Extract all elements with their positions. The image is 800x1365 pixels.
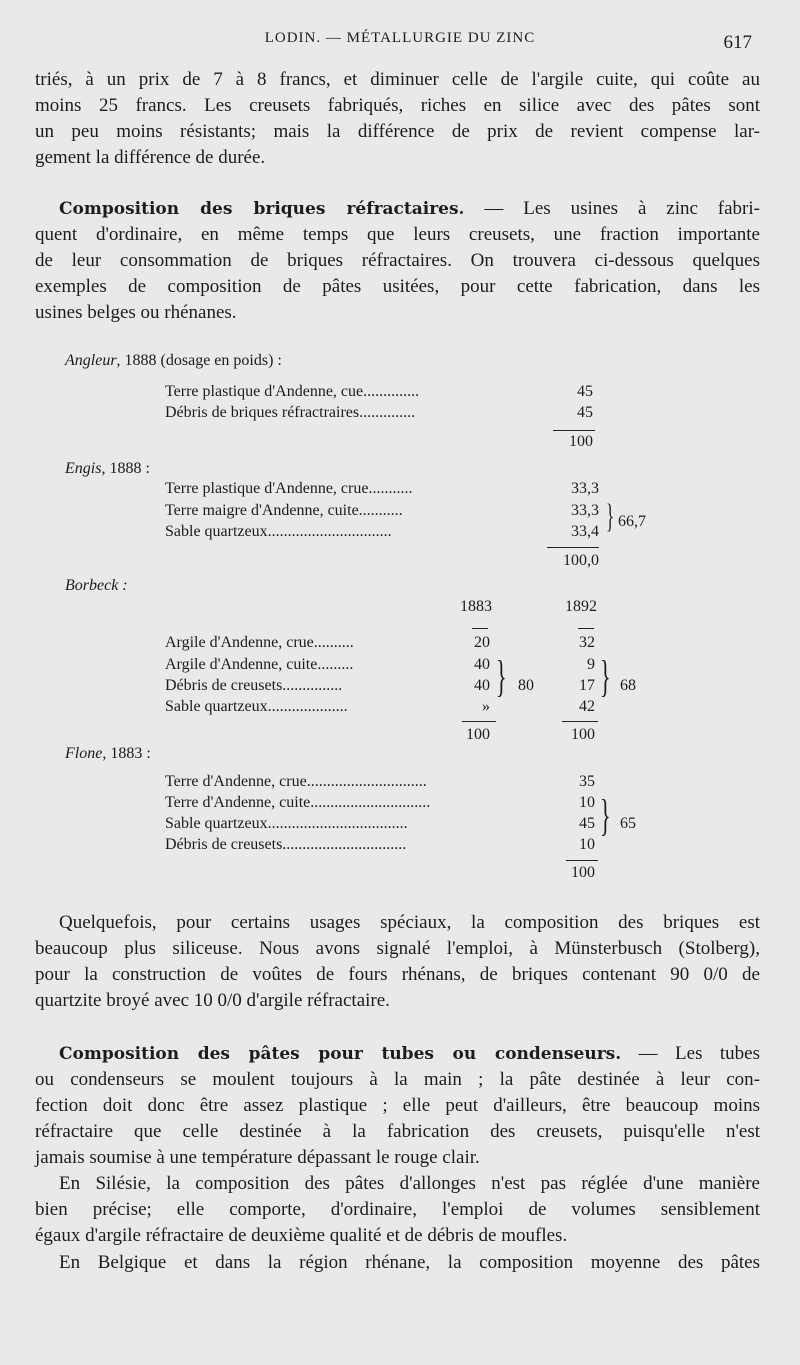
recipe-total-1883: 100 [466,726,490,743]
paragraph-belgique [35,1250,760,1276]
paragraph-silesie [35,1171,760,1249]
recipe-row-value: 35 [579,773,595,790]
recipe-row-value-1892: 42 [579,698,595,715]
section-heading: Composition des briques réfractaires. [59,199,465,219]
recipe-row-label: Débris de briques réfractraires.............. [165,404,416,421]
text-line: de leur consommation de briques réfractaires. On trouvera ci-dessous quelques [35,250,760,271]
recipe-row-label: Débris de creusets............... [165,677,343,694]
text-line: gement la différence de durée. [35,147,266,168]
column-dash [472,628,488,629]
text-line: quent d'ordinaire, en même temps que leurs creusets, une fraction importante [35,224,760,245]
recipe-row-label: Argile d'Andenne, cuite......... [165,656,354,673]
recipe-row-value: 33,3 [571,480,599,497]
recipe-row-value: 33,3 [571,502,599,519]
text-line: quartzite broyé avec 10 0/0 d'argile réfractaire. [35,990,390,1011]
text-line: jamais soumise à une température dépassant le rouge clair. [35,1147,480,1168]
recipe-total: 100 [569,433,593,450]
recipe-row-label: Terre d'Andenne, crue.............................. [165,773,427,790]
brace: } [496,652,507,701]
recipe-total: 100 [571,864,595,881]
recipe-subtotal: 66,7 [618,513,646,530]
recipe-row-value-1892: 17 [579,677,595,694]
year-header: 1892 [565,598,597,615]
brace: } [600,791,611,840]
recipe-row-value-1892: 32 [579,634,595,651]
page-number: 617 [723,32,752,53]
recipe-row-value-1883: » [482,698,490,715]
sum-rule [553,430,595,431]
text-line: fection doit donc être assez plastique ; elle peut d'ailleurs, être beaucoup moins [35,1095,760,1116]
recipe-row-value-1892: 9 [587,656,595,673]
recipe-row-value-1883: 20 [474,634,490,651]
recipe-row-label: Sable quartzeux............................... [165,523,392,540]
section-heading: Composition des pâtes pour tubes ou condenseurs. [59,1044,622,1064]
recipe-row-value: 45 [579,815,595,832]
sum-rule [562,721,598,722]
sum-rule [566,860,598,861]
section-briques [35,196,760,326]
recipe-row-value: 10 [579,794,595,811]
recipe-row-value-1883: 40 [474,656,490,673]
sum-rule [462,721,496,722]
text-line: bien précise; elle comporte, d'ordinaire, l'emploi de volumes sensiblement [35,1199,760,1220]
section-pates-tubes [35,1041,760,1171]
text-line: usines belges ou rhénanes. [35,302,237,323]
intro-paragraph [35,67,760,171]
recipe-row-value: 10 [579,836,595,853]
recipe-row-label: Débris de creusets............................... [165,836,407,853]
recipe-row-label: Argile d'Andenne, crue.......... [165,634,354,651]
recipe-row-value: 33,4 [571,523,599,540]
recipe-subtotal-1892: 68 [620,677,636,694]
text-line: Composition des pâtes pour tubes ou condenseurs. — Les tubes [59,1043,761,1064]
column-dash [578,628,594,629]
recipe-total: 100,0 [563,552,599,569]
running-header [0,30,800,54]
text-line: En Belgique et dans la région rhénane, la composition moyenne des pâtes [59,1252,760,1273]
recipe-title: Angleur, 1888 (dosage en poids) : [65,352,282,369]
recipe-title: Flone, 1883 : [65,745,151,762]
text-line: moins 25 francs. Les creusets fabriqués, riches en silice avec des pâtes sont [35,95,760,116]
recipe-title: Borbeck : [65,577,128,594]
text-line: beaucoup plus siliceuse. Nous avons signalé l'emploi, à Münsterbusch (Stolberg), [35,938,760,959]
text-line: un peu moins résistants; mais la différence de prix de revient compense lar- [35,121,760,142]
text-line: triés, à un prix de 7 à 8 francs, et diminuer celle de l'argile cuite, qui coûte au [35,69,760,90]
recipe-subtotal: 65 [620,815,636,832]
recipe-subtotal-1883: 80 [518,677,534,694]
text-line: exemples de composition de pâtes usitées, pour cette fabrication, dans les [35,276,760,297]
text-line: réfractaire que celle destinée à la fabrication des creusets, puisqu'elle n'est [35,1121,760,1142]
text-line: pour la construction de voûtes de fours rhénans, de briques contenant 90 0/0 de [35,964,760,985]
recipe-row-label: Sable quartzeux.................... [165,698,348,715]
recipe-row-value: 45 [577,383,593,400]
brace: } [600,652,611,701]
recipe-row-label: Sable quartzeux................................... [165,815,408,832]
recipe-row-label: Terre maigre d'Andenne, cuite........... [165,502,403,519]
text-line: ou condenseurs se moulent toujours à la main ; la pâte destinée à leur con- [35,1069,760,1090]
year-header: 1883 [460,598,492,615]
running-title: LODIN. — MÉTALLURGIE DU ZINC [264,30,536,46]
brace: } [606,498,615,535]
text-line: Composition des briques réfractaires. — Les usines à zinc fabri- [59,198,760,219]
recipe-row-label: Terre plastique d'Andenne, crue........... [165,480,413,497]
recipe-row-value-1883: 40 [474,677,490,694]
recipe-title: Engis, 1888 : [65,460,150,477]
paragraph-siliceuse [35,910,760,1014]
recipe-row-label: Terre d'Andenne, cuite.............................. [165,794,431,811]
text-line: égaux d'argile réfractaire de deuxième qualité et de débris de moufles. [35,1225,568,1246]
recipe-row-label: Terre plastique d'Andenne, cue.............. [165,383,420,400]
sum-rule [547,547,599,548]
recipe-row-value: 45 [577,404,593,421]
text-line: Quelquefois, pour certains usages spéciaux, la composition des briques est [59,912,760,933]
text-line: En Silésie, la composition des pâtes d'allonges n'est pas réglée d'une manière [59,1173,760,1194]
recipe-total-1892: 100 [571,726,595,743]
